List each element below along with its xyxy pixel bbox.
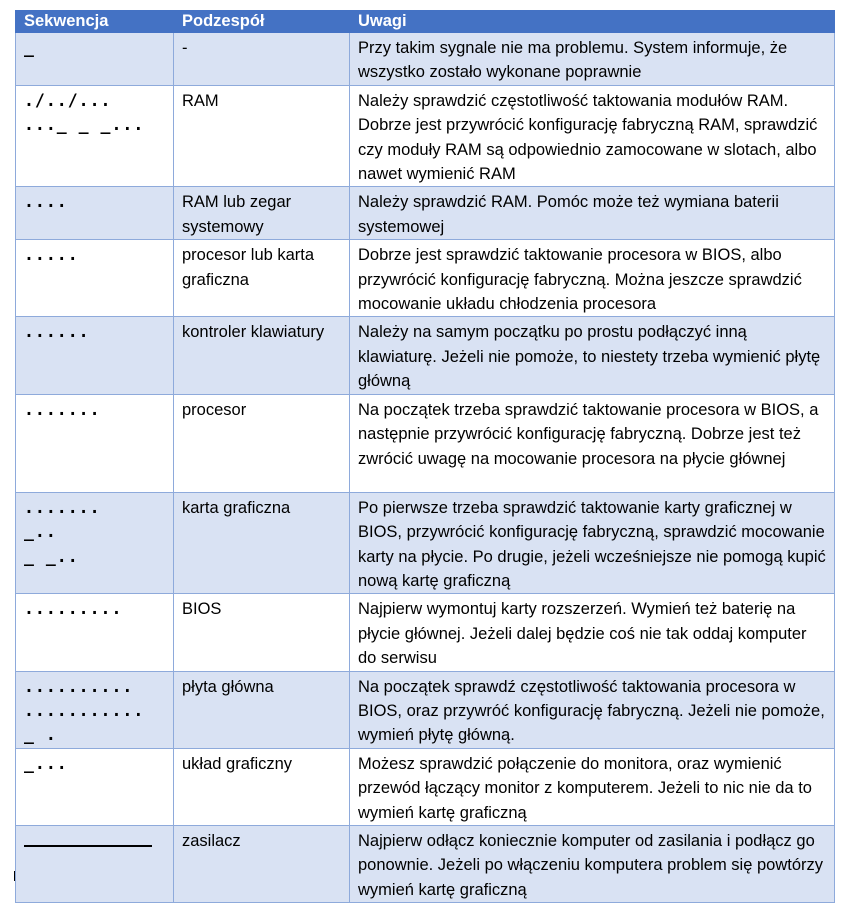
sequence-line: _... [24,753,68,773]
sequence-line: _ . [24,725,57,745]
beep-code-table [15,10,835,903]
component-cell: karta graficzna [174,492,350,594]
component-cell: procesor [174,394,350,492]
sequence-line: ....... [24,497,101,517]
component-cell: układ graficzny [174,748,350,825]
table-row [16,240,835,317]
notes-cell: Dobrze jest sprawdzić taktowanie procesora w BIOS, albo przywrócić konfigurację fabryczną. Można jeszcze sprawdzić mocowanie układu chłodzenia procesora [350,240,835,317]
long-tone-line [24,845,152,847]
sequence-line: ...... [24,322,90,342]
sequence-line: _ [24,38,35,57]
table-row [16,187,835,240]
header-component: Podzespół [174,11,350,33]
sequence-line: ........... [24,700,145,720]
sequence-cell [16,748,174,825]
component-cell: RAM [174,85,350,187]
sequence-cell [16,594,174,671]
sequence-cell [16,85,174,187]
table-row [16,317,835,394]
table-header-row [16,11,835,33]
notes-cell: Najpierw odłącz koniecznie komputer od zasilania i podłącz go ponownie. Jeżeli po włączeniu komputera problem się powtórzy wymień kartę graficzną [350,825,835,902]
notes-cell: Na początek trzeba sprawdzić taktowanie procesora w BIOS, a następnie przywrócić konfigurację fabryczną. Dobrze jest też zwrócić uwagę na mocowanie procesora na płycie głównej [350,394,835,492]
component-cell: RAM lub zegar systemowy [174,187,350,240]
sequence-cell [16,492,174,594]
component-cell: BIOS [174,594,350,671]
sequence-line: _.. [24,522,57,542]
sequence-line: ......... [24,599,123,619]
sequence-cell [16,240,174,317]
table-row [16,671,835,748]
notes-cell: Należy sprawdzić RAM. Pomóc może też wymiana baterii systemowej [350,187,835,240]
sequence-line: ..... [24,245,79,265]
notes-cell: Możesz sprawdzić połączenie do monitora, oraz wymienić przewód łączący monitor z komputerem. Jeżeli to nic nie da to wymień kartę graficzną [350,748,835,825]
component-cell: - [174,33,350,86]
sequence-line: ..._ _ _... [24,115,145,135]
notes-cell: Po pierwsze trzeba sprawdzić taktowanie karty graficznej w BIOS, przywrócić konfigurację fabryczną, sprawdzić mocowanie karty na płycie. Po drugie, jeżeli wcześniejsze nie pomogą kupić nową kartę graficzną [350,492,835,594]
table-row [16,492,835,594]
notes-cell: Najpierw wymontuj karty rozszerzeń. Wymień też baterię na płycie głównej. Jeżeli dalej będzie coś nie tak oddaj komputer do serwisu [350,594,835,671]
header-sequence: Sekwencja [16,11,174,33]
header-notes: Uwagi [350,11,835,33]
component-cell: płyta główna [174,671,350,748]
table-row [16,748,835,825]
sequence-line: _ _.. [24,546,79,566]
notes-cell: Należy sprawdzić częstotliwość taktowania modułów RAM. Dobrze jest przywrócić konfigurację fabryczną RAM, sprawdzić czy moduły RAM są odpowiednio zamocowane w slotach, albo nawet wymienić RAM [350,85,835,187]
component-cell: zasilacz [174,825,350,902]
notes-cell: Przy takim sygnale nie ma problemu. System informuje, że wszystko zostało wykonane poprawnie [350,33,835,86]
sequence-cell [16,825,174,902]
sequence-line: .... [24,192,68,212]
component-cell: procesor lub karta graficzna [174,240,350,317]
table-row [16,85,835,187]
sequence-line: ....... [24,399,101,419]
sequence-cell [16,187,174,240]
sequence-line: ./../... [24,90,112,110]
table-row [16,394,835,492]
component-cell: kontroler klawiatury [174,317,350,394]
sequence-cell [16,394,174,492]
table-row [16,594,835,671]
notes-cell: Należy na samym początku po prostu podłączyć inną klawiaturę. Jeżeli nie pomoże, to niestety trzeba wymienić płytę główną [350,317,835,394]
sequence-cell [16,317,174,394]
table-row [16,33,835,86]
sequence-cell [16,33,174,86]
notes-cell: Na początek sprawdź częstotliwość taktowania procesora w BIOS, oraz przywróć konfigurację fabryczną. Jeżeli nie pomoże, wymień płytę główną. [350,671,835,748]
table-row [16,825,835,902]
text-cursor [14,871,15,881]
sequence-cell [16,671,174,748]
sequence-line: .......... [24,676,134,696]
